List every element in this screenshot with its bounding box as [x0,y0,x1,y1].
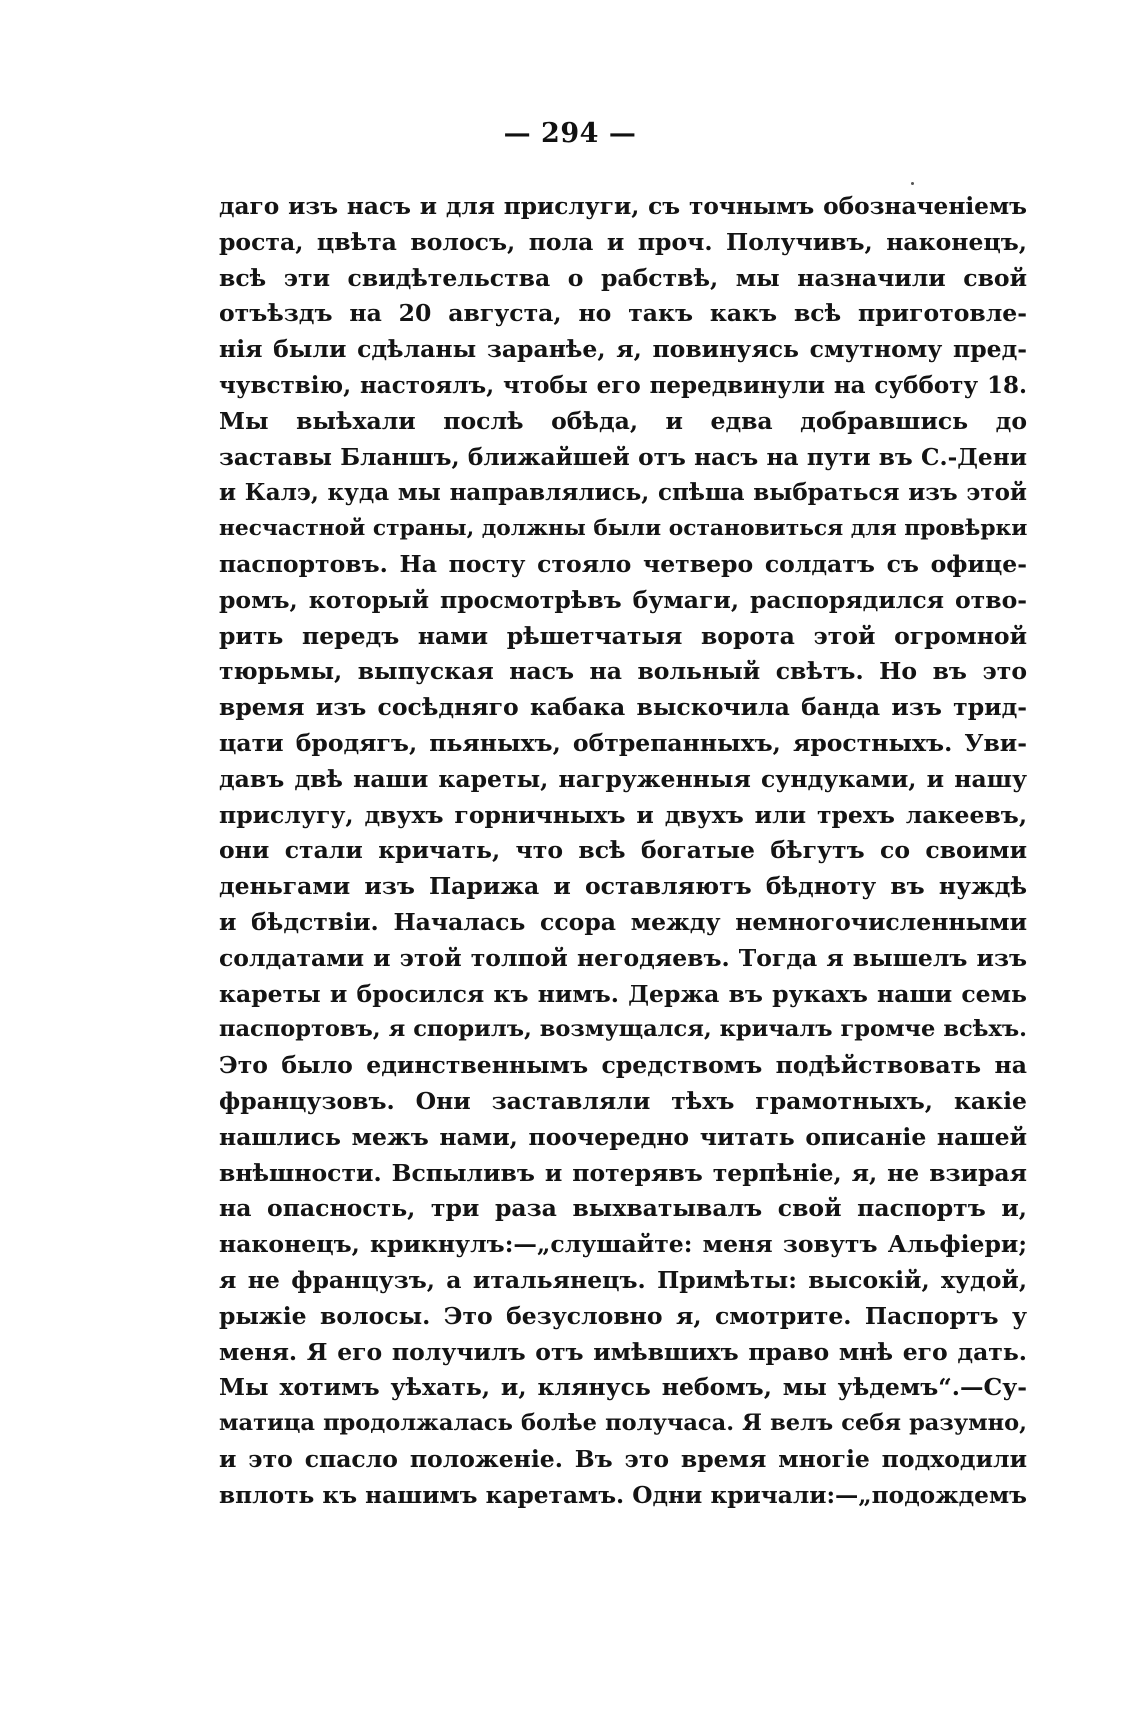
text-line: рить передъ нами рѣшетчатыя ворота этой огромной [219,621,1027,650]
text-line: Мы выѣхали послѣ обѣда, и едва добравшись до [219,406,1027,435]
text-line: меня. Я его получилъ отъ имѣвшихъ право мнѣ его дать. [219,1337,1027,1366]
text-line: давъ двѣ наши кареты, нагруженныя сундуками, и нашу [219,764,1027,793]
text-line: Это было единственнымъ средствомъ подѣйствовать на [219,1051,1027,1080]
text-line: и бѣдствіи. Началась ссора между немногочисленными [219,907,1027,936]
text-line: рыжіе волосы. Это безусловно я, смотрите. Паспортъ у [219,1301,1027,1330]
text-line: нія были сдѣланы заранѣе, я, повинуясь смутному пред- [219,335,1027,364]
text-line: французовъ. Они заставляли тѣхъ грамотныхъ, какіе [219,1086,1027,1115]
text-line: внѣшности. Вспыливъ и потерявъ терпѣніе, я, не взирая [219,1158,1027,1187]
text-line: всѣ эти свидѣтельства о рабствѣ, мы назначили свой [219,263,1027,292]
text-line: заставы Бланшъ, ближайшей отъ насъ на пути въ С.-Дени [219,443,1027,471]
text-line: ромъ, который просмотрѣвъ бумаги, распорядился отво- [219,585,1027,614]
text-line: солдатами и этой толпой негодяевъ. Тогда я вышелъ изъ [219,943,1027,972]
text-line: тюрьмы, выпуская насъ на вольный свѣтъ. Но въ это [219,657,1027,686]
text-line: роста, цвѣта волосъ, пола и проч. Получивъ, наконецъ, [219,227,1027,256]
text-line: матица продолжалась болѣе получаса. Я велъ себя разумно, [219,1410,1027,1437]
text-line: и это спасло положеніе. Въ это время многіе подходили [219,1444,1027,1473]
text-line: Мы хотимъ уѣхать, и, клянусь небомъ, мы уѣдемъ“.—Су- [219,1373,1027,1402]
print-speck [911,182,914,185]
text-line: вплоть къ нашимъ каретамъ. Одни кричали:—„подождемъ [219,1481,1027,1509]
text-line: я не французъ, а итальянецъ. Примѣты: высокій, худой, [219,1265,1027,1294]
text-line: паспортовъ. На посту стояло четверо солдатъ съ офице- [219,549,1027,578]
text-line: кареты и бросился къ нимъ. Держа въ рукахъ наши семь [219,979,1027,1008]
text-line: цати бродягъ, пьяныхъ, обтрепанныхъ, яростныхъ. Уви- [219,728,1027,757]
text-line: прислугу, двухъ горничныхъ и двухъ или трехъ лакеевъ, [219,800,1027,829]
text-line: они стали кричать, что всѣ богатые бѣгутъ со своими [219,836,1027,865]
text-line: на опасность, три раза выхватывалъ свой паспортъ и, [219,1194,1027,1223]
text-line: отъѣздъ на 20 августа, но такъ какъ всѣ приготовле- [219,299,1027,328]
text-line: и Калэ, куда мы направлялись, спѣша выбраться изъ этой [219,479,1027,507]
body-text [219,189,1027,1513]
text-line: чувствію, настоялъ, чтобы его передвинули на субботу 18. [219,371,1027,399]
text-line: деньгами изъ Парижа и оставляютъ бѣдноту въ нуждѣ [219,872,1027,901]
text-line: время изъ сосѣдняго кабака выскочила банда изъ трид- [219,693,1027,722]
text-line: несчастной страны, должны были остановиться для провѣрки [219,516,1027,542]
text-line: паспортовъ, я спорилъ, возмущался, кричалъ громче всѣхъ. [219,1016,1027,1043]
page-number: — 294 — [503,118,637,149]
text-line: нашлись межъ нами, поочередно читать описаніе нашей [219,1122,1027,1151]
text-line: даго изъ насъ и для прислуги, съ точнымъ обозначеніемъ [219,193,1027,220]
text-line: наконецъ, крикнулъ:—„слушайте: меня зовутъ Альфіери; [219,1230,1027,1259]
